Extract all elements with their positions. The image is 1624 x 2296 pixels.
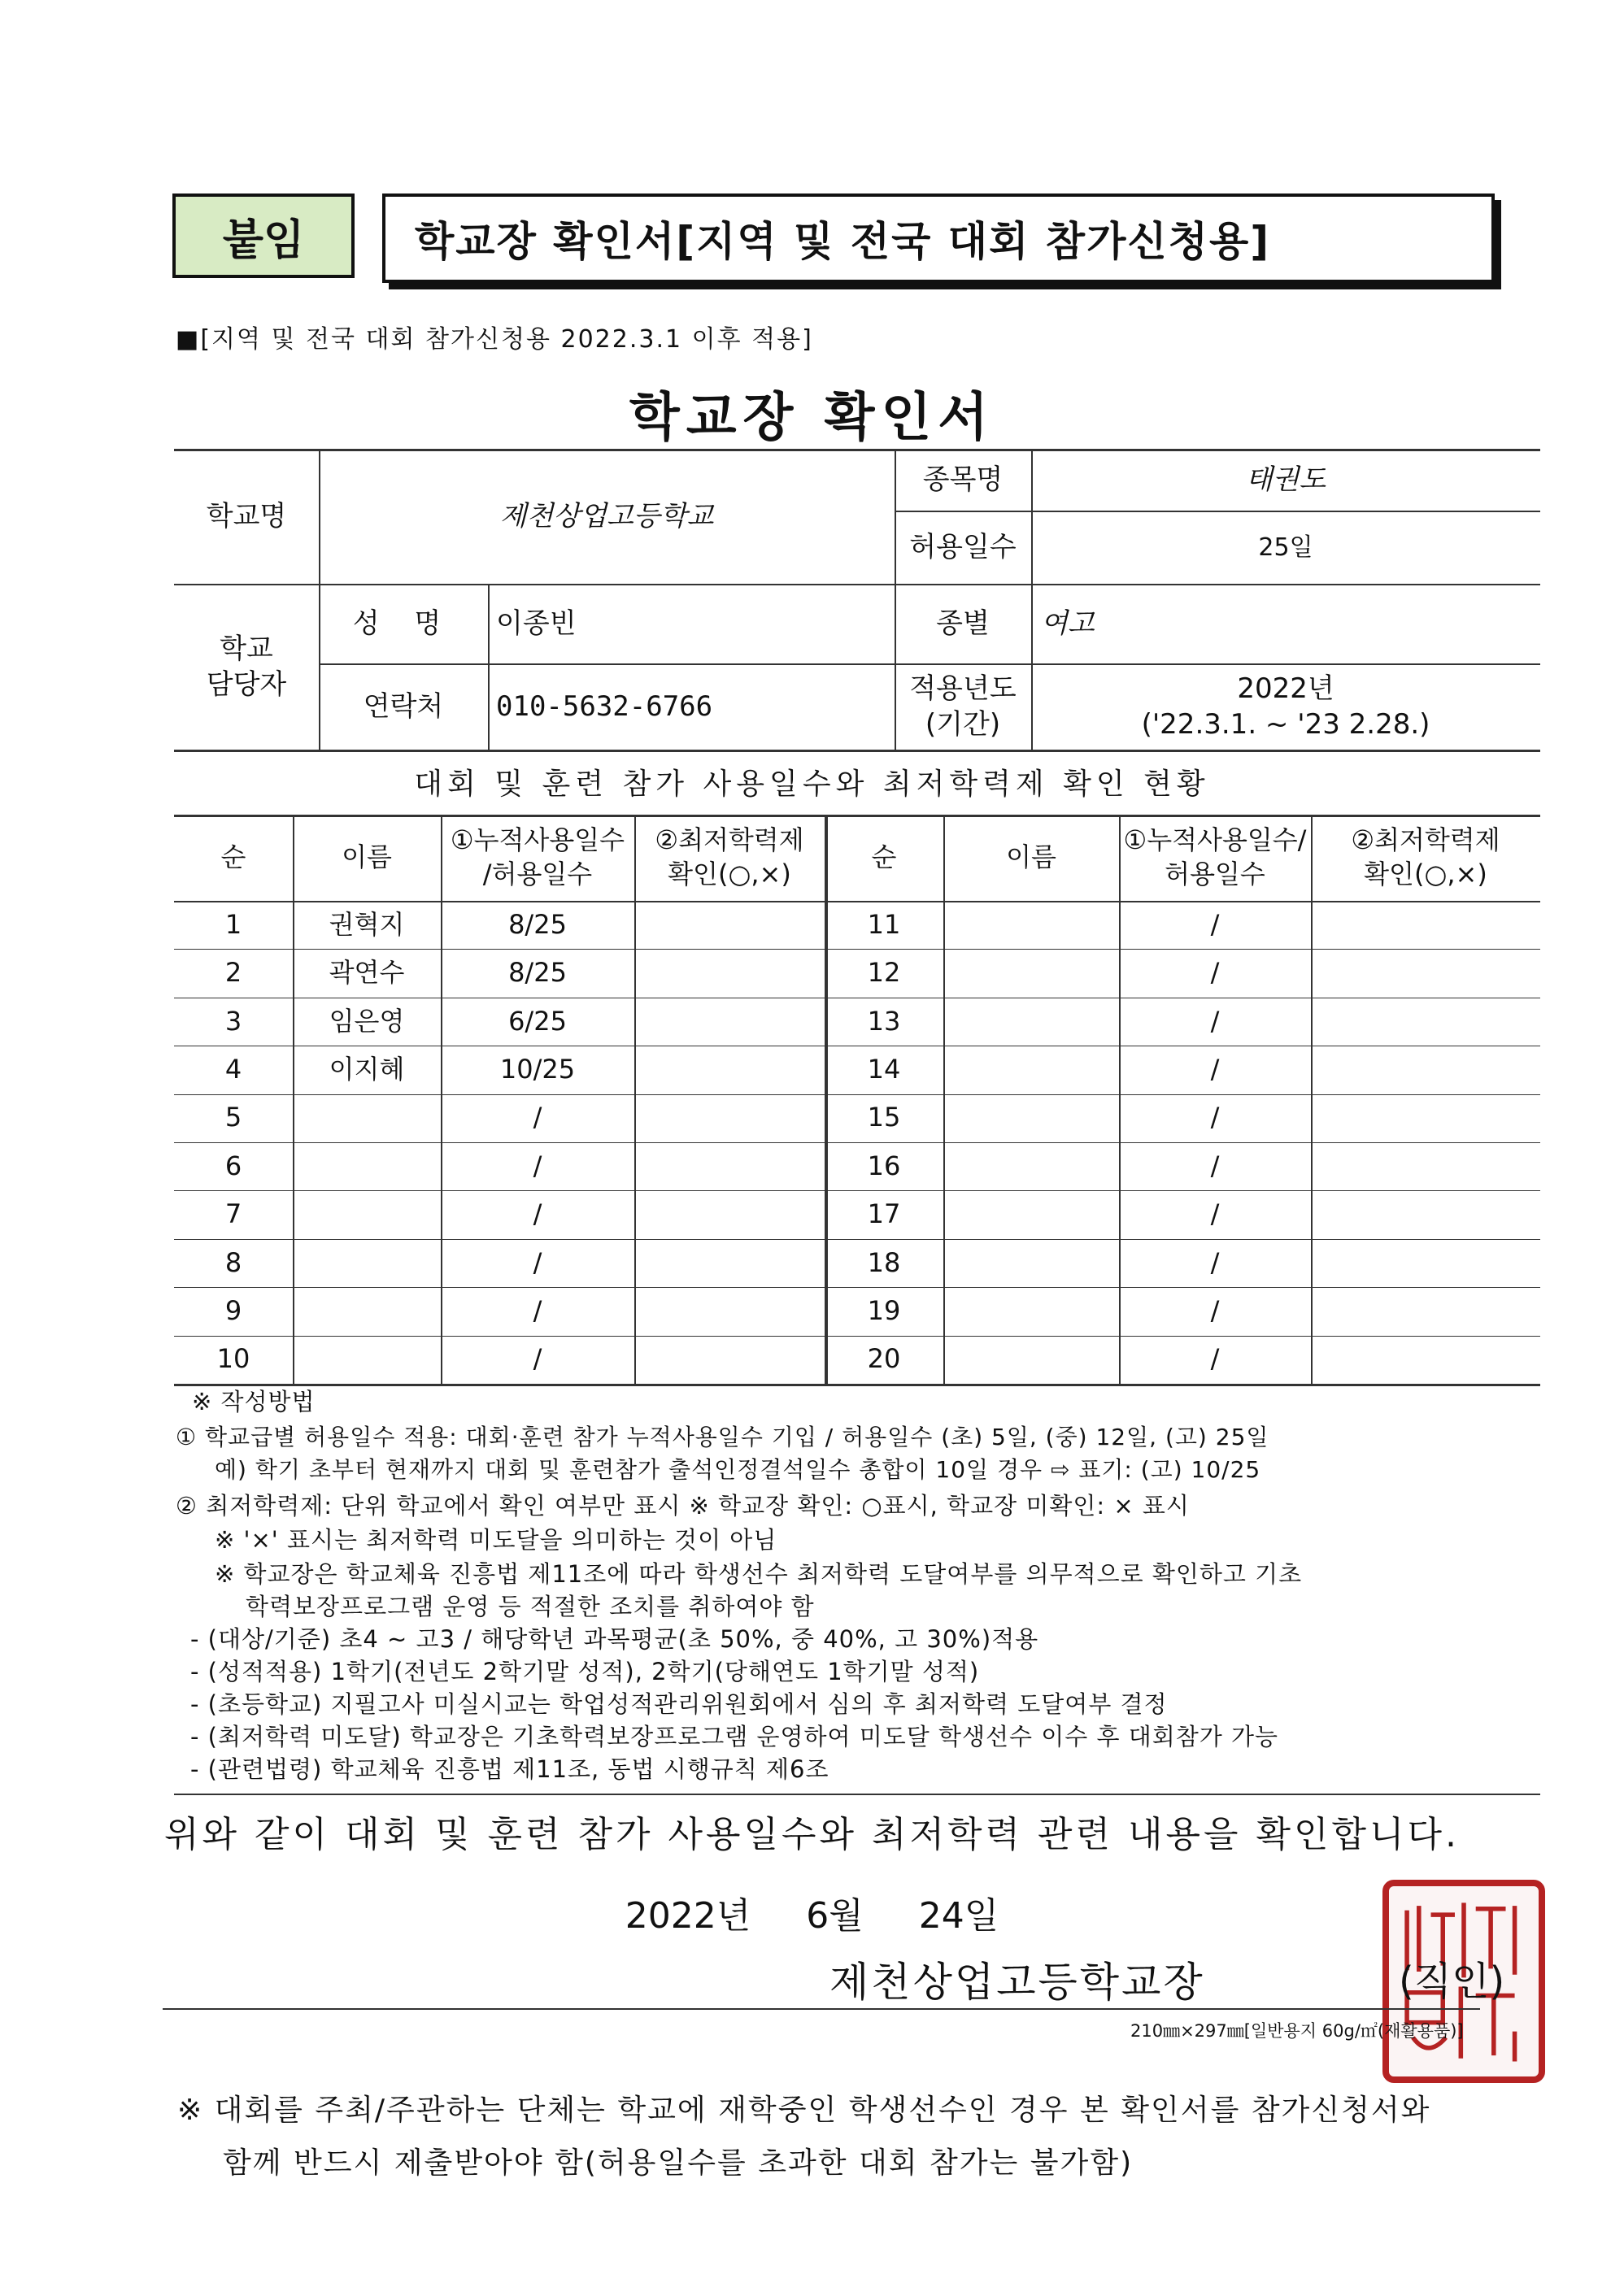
header-used-days-line1: ①누적사용일수/ (1123, 824, 1307, 856)
instruction-line: 학력보장프로그램 운영 등 적절한 조치를 취하여야 함 (246, 1593, 815, 1620)
instruction-line: - (관련법령) 학교체육 진흥법 제11조, 동법 시행규칙 제6조 (190, 1755, 829, 1783)
school-name-value: 제천상업고등학교 (499, 499, 714, 533)
row-used-days: / (1210, 1246, 1220, 1278)
period-value (1031, 663, 1540, 750)
row-min-grade-check (634, 1239, 825, 1287)
document-heading-text: 학교장 확인서[지역 및 전국 대회 참가신청용] (415, 218, 1271, 265)
row-name (943, 1142, 1119, 1190)
signature-divider (163, 2008, 1480, 2010)
row-min-grade-check (634, 1142, 825, 1190)
row-min-grade-check (1311, 1190, 1540, 1238)
row-min-grade-check (1311, 1142, 1540, 1190)
period-year: 2022년 (1237, 672, 1334, 705)
issue-date (0, 1886, 1624, 1938)
row-name (943, 1239, 1119, 1287)
row-min-grade-check (1311, 949, 1540, 997)
row-min-grade-check (634, 1190, 825, 1238)
row-min-grade-check (634, 1094, 825, 1142)
period-range: ('22.3.1. ~ '23 2.28.) (1141, 708, 1430, 741)
row-min-grade-check (1311, 901, 1540, 949)
row-number: 20 (867, 1343, 901, 1375)
row-number: 13 (867, 1005, 901, 1037)
row-number: 17 (867, 1198, 901, 1230)
footer-line-1: ※ 대회를 주최/주관하는 단체는 학교에 재학중인 학생선수인 경우 본 확인서를 참가신청서와 (177, 2094, 1431, 2127)
row-name (293, 1190, 441, 1238)
header-min-grade-line2: 확인(○,×) (1364, 859, 1487, 889)
period-label-line1: 적용년도 (909, 672, 1017, 705)
header-no: 순 (871, 841, 897, 873)
row-used-days: / (1210, 1295, 1220, 1327)
row-name (943, 1094, 1119, 1142)
instruction-line: ※ 작성방법 (192, 1388, 316, 1415)
row-name (943, 1336, 1119, 1384)
row-name: 권혁지 (329, 908, 405, 940)
row-used-days: / (533, 1150, 542, 1181)
header-name: 이름 (342, 841, 392, 873)
row-number: 14 (867, 1054, 901, 1085)
row-number: 4 (224, 1054, 242, 1085)
row-number: 2 (224, 957, 242, 989)
usage-section-title: 대회 및 훈련 참가 사용일수와 최저학력제 확인 현황 (414, 768, 1210, 801)
instruction-line: ① 학교급별 허용일수 적용: 대회·훈련 참가 누적사용일수 기입 / 허용일수 (초) 5일, (중) 12일, (고) 25일 (176, 1424, 1269, 1450)
row-number: 19 (867, 1295, 901, 1327)
manager-label-line2: 담당자 (206, 668, 287, 701)
header-used-days-line1: ①누적사용일수 (450, 824, 625, 856)
instruction-line: - (초등학교) 지필고사 미실시교는 학업성적관리위원회에서 심의 후 최저학력 도달여부 결정 (190, 1690, 1168, 1718)
row-used-days: / (533, 1246, 542, 1278)
row-number: 7 (224, 1198, 242, 1230)
info-table-line (488, 584, 490, 750)
period-label-line2: (기간) (925, 708, 1001, 741)
row-name (943, 998, 1119, 1046)
row-used-days: / (533, 1295, 542, 1327)
contact-value: 010-5632-6766 (496, 689, 713, 723)
row-number: 10 (216, 1343, 250, 1375)
row-name (293, 1239, 441, 1287)
row-name (293, 1094, 441, 1142)
row-name: 곽연수 (329, 957, 405, 989)
row-name (943, 901, 1119, 949)
school-name-label: 학교명 (206, 499, 287, 533)
issue-month: 6월 (806, 1895, 864, 1937)
issue-day: 24일 (918, 1895, 999, 1937)
row-name (943, 949, 1119, 997)
header-used-days-line2: 허용일수 (1165, 859, 1265, 889)
row-min-grade-check (1311, 1336, 1540, 1384)
row-min-grade-check (634, 1046, 825, 1094)
row-name (293, 1336, 441, 1384)
row-min-grade-check (1311, 1287, 1540, 1335)
row-min-grade-check (634, 1336, 825, 1384)
period-label (895, 663, 1031, 750)
header-min-grade-line1: ②최저학력제 (1351, 824, 1500, 856)
row-name (293, 1142, 441, 1190)
issue-year: 2022년 (625, 1895, 751, 1937)
instruction-line: ※ 학교장은 학교체육 진흥법 제11조에 따라 학생선수 최저학력 도달여부를 의무적으로 확인하고 기초 (215, 1560, 1303, 1588)
row-used-days: / (533, 1343, 542, 1375)
confirmation-statement: 위와 같이 대회 및 훈련 참가 사용일수와 최저학력 관련 내용을 확인합니다. (164, 1814, 1460, 1855)
seal-label: (직인) (1399, 1959, 1505, 2004)
usage-table-bottom-border (174, 1384, 1540, 1386)
row-number: 12 (867, 957, 901, 989)
instruction-line: ※ '×' 표시는 최저학력 미도달을 의미하는 것이 아님 (215, 1526, 777, 1554)
instruction-line: - (대상/기준) 초4 ~ 고3 / 해당학년 과목평균(초 50%, 중 40%, 고 30%)적용 (190, 1625, 1039, 1653)
instruction-line: ② 최저학력제: 단위 학교에서 확인 여부만 표시 ※ 학교장 확인: ○표시, 학교장 미확인: × 표시 (176, 1492, 1190, 1520)
row-number: 11 (867, 908, 901, 940)
row-used-days: 6/25 (508, 1005, 567, 1037)
header-min-grade-line2: 확인(○,×) (668, 859, 791, 889)
header-min-grade-line1: ②최저학력제 (655, 824, 804, 856)
gender-label: 종별 (936, 607, 990, 640)
row-name (943, 1046, 1119, 1094)
allowed-days-label: 허용일수 (909, 530, 1017, 563)
row-used-days: / (1210, 1102, 1220, 1133)
row-number: 16 (867, 1150, 901, 1181)
row-used-days: / (1210, 1343, 1220, 1375)
info-table-line (174, 750, 1540, 752)
row-min-grade-check (1311, 1239, 1540, 1287)
row-number: 18 (867, 1246, 901, 1278)
row-used-days: / (1210, 957, 1220, 989)
header-min-grade (1311, 815, 1540, 901)
row-number: 9 (224, 1295, 242, 1327)
row-used-days: / (533, 1102, 542, 1133)
row-number: 1 (224, 908, 242, 940)
instruction-line: 예) 학기 초부터 현재까지 대회 및 훈련참가 출석인정결석일수 총합이 10일 경우 ⇨ 표기: (고) 10/25 (215, 1456, 1261, 1483)
row-name (293, 1287, 441, 1335)
row-number: 15 (867, 1102, 901, 1133)
gender-value: 여고 (1041, 607, 1095, 640)
attachment-label: 붙임 (172, 194, 355, 278)
row-name (943, 1190, 1119, 1238)
row-number: 6 (224, 1150, 242, 1181)
row-name: 이지혜 (329, 1054, 405, 1085)
instruction-line: - (최저학력 미도달) 학교장은 기초학력보장프로그램 운영하여 미도달 학생선수 이수 후 대회참가 가능 (190, 1723, 1279, 1750)
row-min-grade-check (634, 1287, 825, 1335)
sport-value: 태권도 (1245, 463, 1326, 496)
row-name (943, 1287, 1119, 1335)
row-name: 임은영 (329, 1005, 405, 1037)
notes-divider (174, 1794, 1540, 1795)
row-number: 5 (224, 1102, 242, 1133)
header-used-days (441, 815, 634, 901)
row-used-days: 8/25 (508, 908, 567, 940)
page-title: 학교장 확인서 (629, 388, 995, 448)
header-name: 이름 (1006, 841, 1056, 873)
paper-spec: 210㎜×297㎜[일반용지 60g/㎡(재활용품)] (1130, 2021, 1464, 2041)
row-used-days: 8/25 (508, 957, 567, 989)
header-used-days (1119, 815, 1311, 901)
manager-name-label: 성 명 (352, 607, 455, 640)
row-number: 8 (224, 1246, 242, 1278)
document-heading (382, 194, 1495, 283)
row-used-days: / (1210, 1150, 1220, 1181)
row-min-grade-check (634, 901, 825, 949)
row-used-days: / (1210, 1054, 1220, 1085)
header-no: 순 (220, 841, 246, 873)
instruction-line: - (성적적용) 1학기(전년도 2학기말 성적), 2학기(당해연도 1학기말 성적) (190, 1658, 980, 1685)
row-used-days: / (533, 1198, 542, 1230)
row-used-days: 10/25 (499, 1054, 576, 1085)
row-min-grade-check (1311, 998, 1540, 1046)
sport-label: 종목명 (922, 463, 1004, 496)
row-used-days: / (1210, 908, 1220, 940)
allowed-days-value: 25일 (1258, 533, 1313, 562)
principal-name: 제천상업고등학교장 (829, 1959, 1205, 2006)
row-used-days: / (1210, 1005, 1220, 1037)
footer-note (177, 2085, 1430, 2190)
contact-label: 연락처 (363, 689, 444, 723)
header-min-grade (634, 815, 825, 901)
applicability-note: ■[지역 및 전국 대회 참가신청용 2022.3.1 이후 적용] (176, 325, 813, 354)
row-number: 3 (224, 1005, 242, 1037)
row-used-days: / (1210, 1198, 1220, 1230)
footer-line-2: 함께 반드시 제출받아야 함(허용일수를 초과한 대회 참가는 불가함) (223, 2146, 1134, 2180)
manager-label (174, 584, 319, 750)
row-min-grade-check (1311, 1046, 1540, 1094)
row-min-grade-check (634, 949, 825, 997)
row-min-grade-check (634, 998, 825, 1046)
manager-label-line1: 학교 (220, 632, 273, 665)
header-used-days-line2: /허용일수 (482, 859, 593, 889)
manager-name-value: 이종빈 (496, 607, 577, 640)
row-min-grade-check (1311, 1094, 1540, 1142)
